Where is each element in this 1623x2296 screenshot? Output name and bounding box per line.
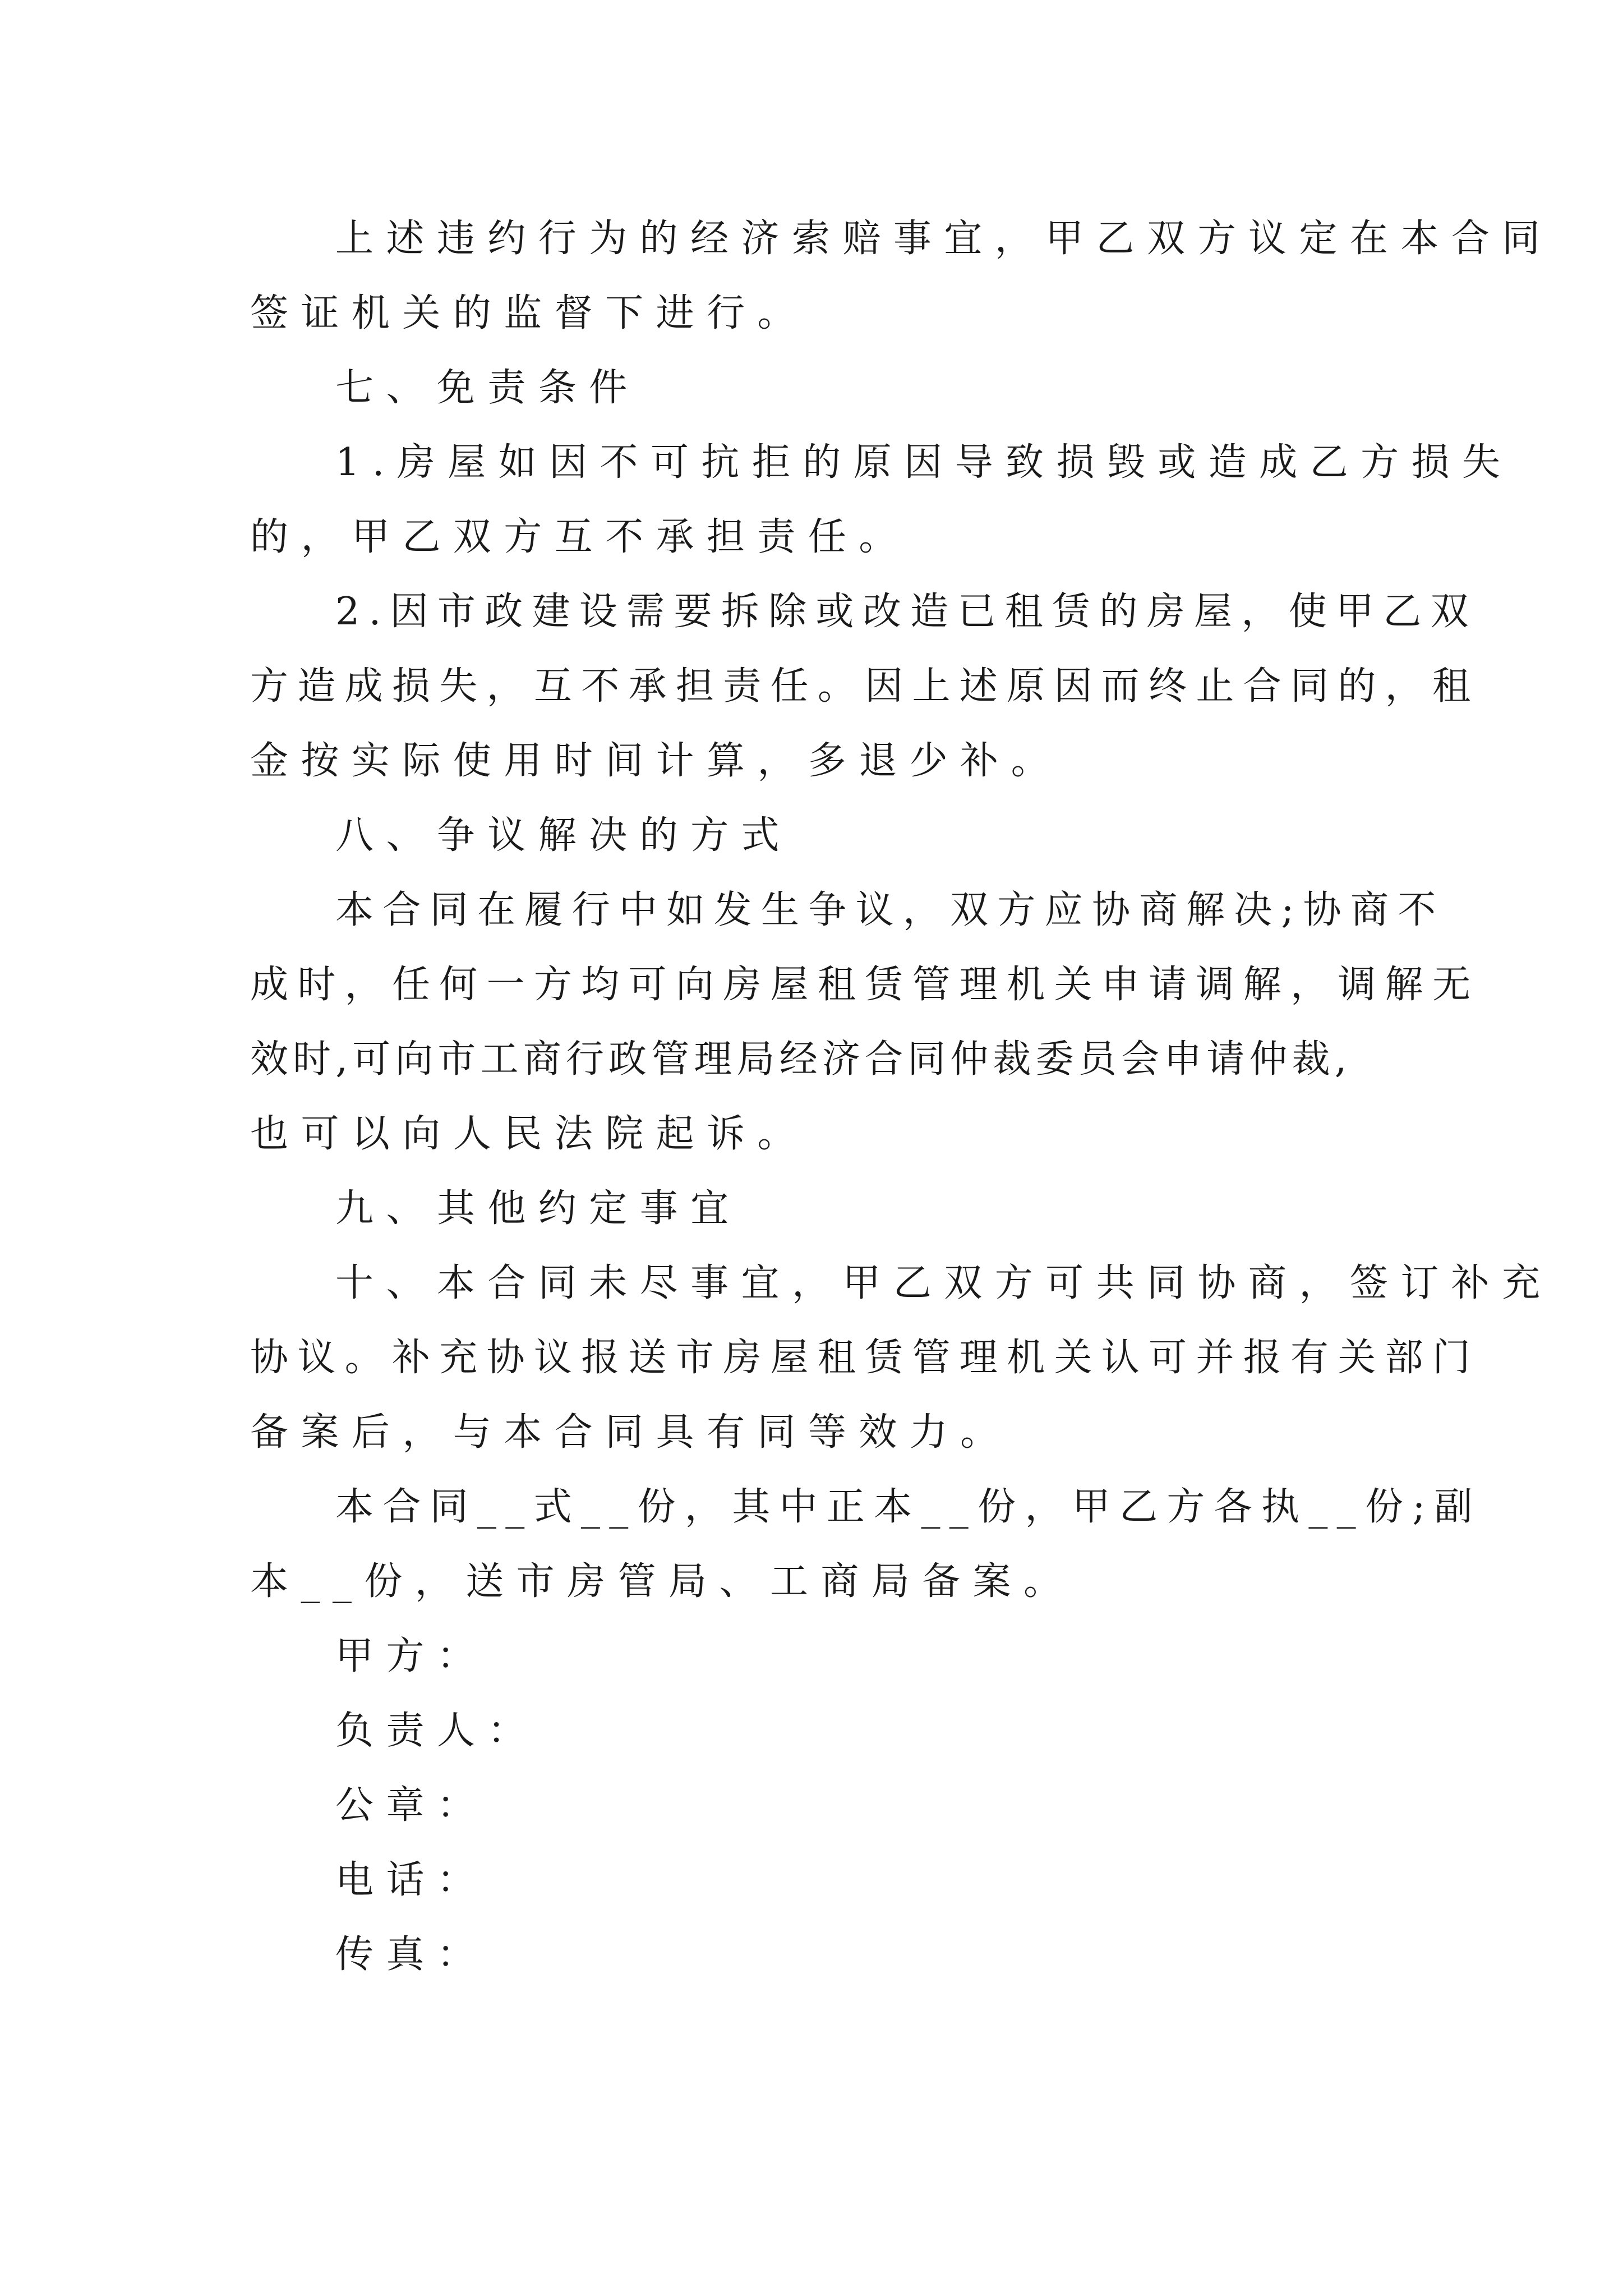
paragraph-line: 也可以向人民法院起诉。 [250,1112,808,1156]
paragraph-line: 的，甲乙双方互不承担责任。 [250,515,910,559]
paragraph-line: 效时,可向市工商行政管理局经济合同仲裁委员会申请仲裁, [250,1037,1352,1082]
signature-field-seal: 公章： [335,1783,488,1828]
paragraph-line: 十、本合同未尽事宜，甲乙双方可共同协商，签订补充 [335,1261,1553,1305]
signature-field-person-in-charge: 负责人： [335,1709,538,1753]
paragraph-line: 2.因市政建设需要拆除或改造已租赁的房屋，使甲乙双 [335,590,1478,634]
paragraph-line: 金按实际使用时间计算，多退少补。 [250,739,1062,783]
paragraph-line: 签证机关的监督下进行。 [250,291,808,335]
paragraph-line: 上述违约行为的经济索赔事宜，甲乙双方议定在本合同 [335,217,1553,261]
signature-field-party-a: 甲方： [335,1634,488,1678]
paragraph-line: 本__份，送市房管局、工商局备案。 [250,1559,1075,1604]
signature-field-phone: 电话： [335,1858,488,1902]
paragraph-line: 成时，任何一方均可向房屋租赁管理机关申请调解，调解无 [250,963,1480,1007]
section-heading: 七、免责条件 [335,366,640,410]
paragraph-line: 本合同__式__份，其中正本__份，甲乙方各执__份;副 [335,1485,1482,1529]
paragraph-line: 方造成损失，互不承担责任。因上述原因而终止合同的，租 [250,664,1480,708]
paragraph-line: 备案后，与本合同具有同等效力。 [250,1410,1011,1455]
paragraph-line: 本合同在履行中如发生争议，双方应协商解决;协商不 [335,888,1445,932]
section-heading: 九、其他约定事宜 [335,1186,741,1231]
signature-field-fax: 传真： [335,1932,488,1977]
paragraph-line: 协议。补充协议报送市房屋租赁管理机关认可并报有关部门 [250,1336,1480,1380]
section-heading: 八、争议解决的方式 [335,813,792,858]
paragraph-line: 1.房屋如因不可抗拒的原因导致损毁或造成乙方损失 [335,440,1513,485]
